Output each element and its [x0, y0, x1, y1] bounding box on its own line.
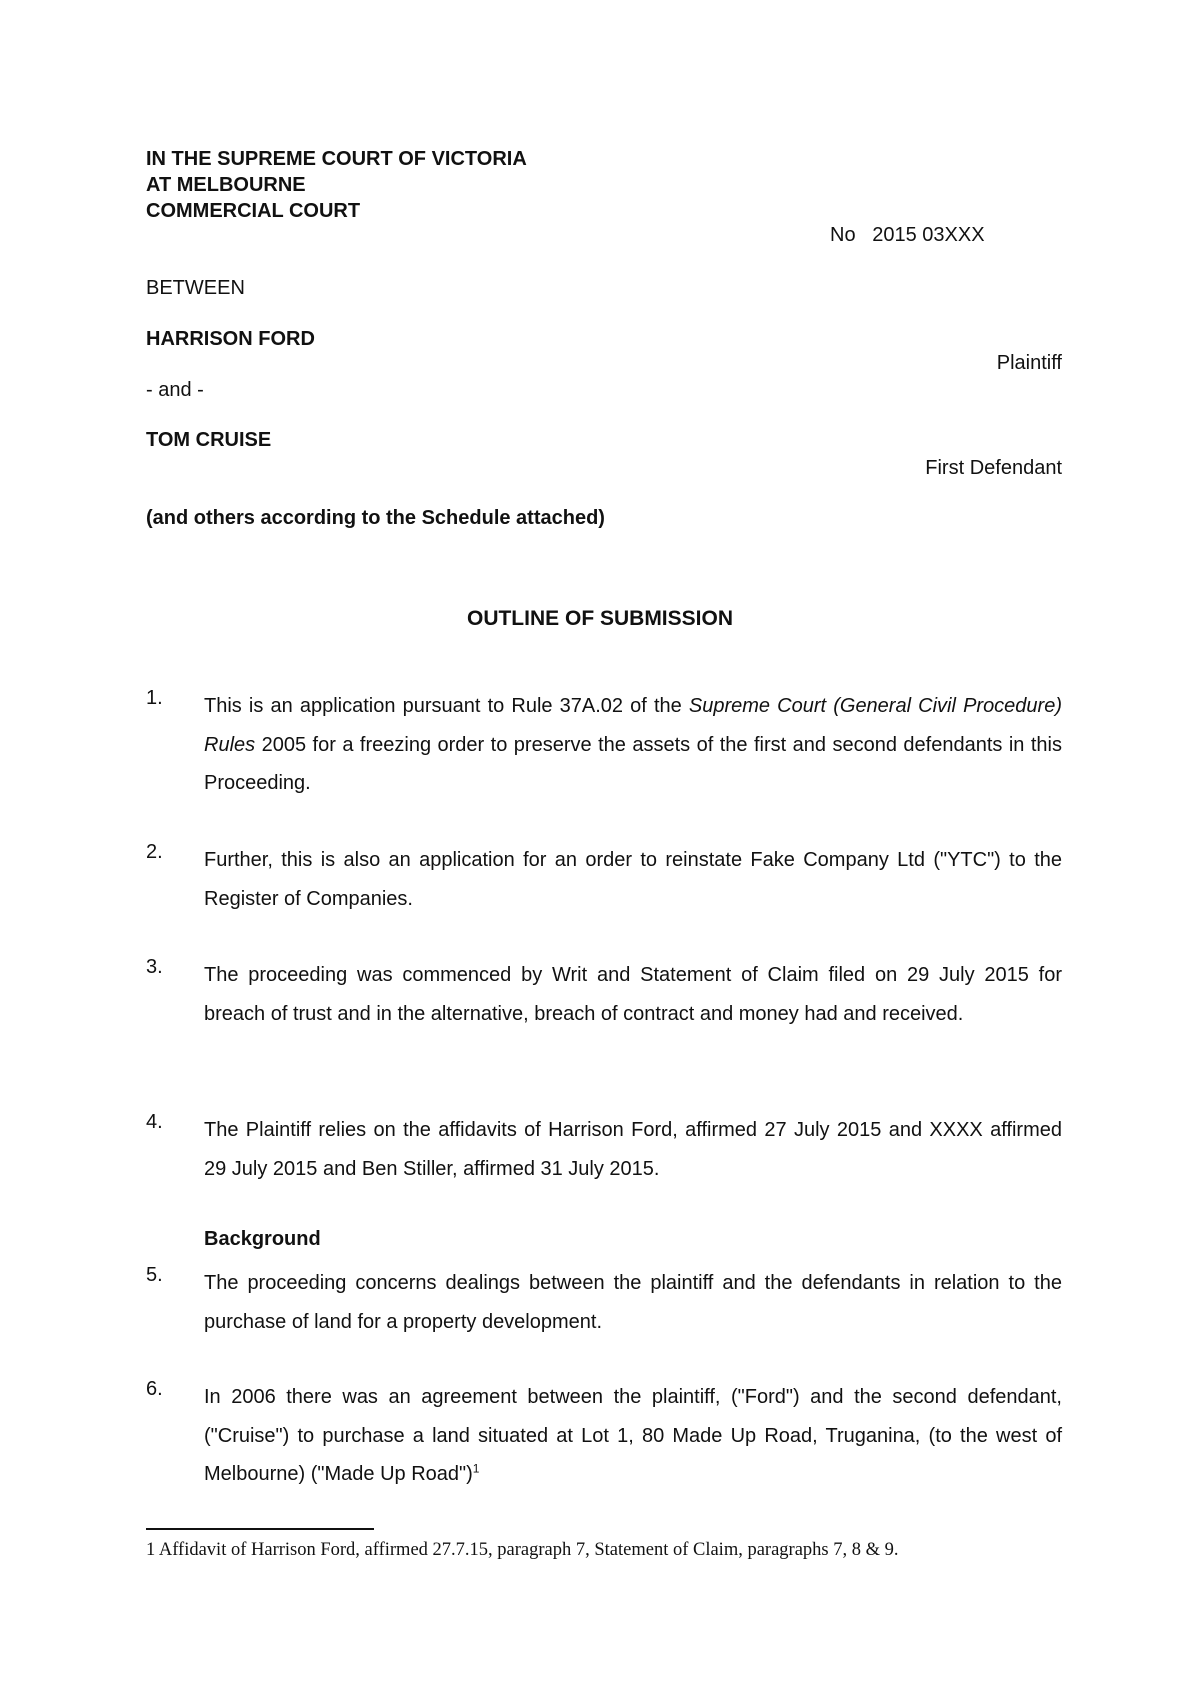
court-division: COMMERCIAL COURT: [146, 200, 361, 222]
numbered-paragraph: [146, 1111, 1062, 1188]
numbered-paragraph: [146, 687, 1062, 803]
paragraph-text: Further, this is also an application for an order to reinstate Fake Company Ltd ("YTC") to the Register of Companies.: [204, 849, 1062, 910]
plaintiff-name: HARRISON FORD: [146, 328, 315, 350]
numbered-paragraph: [146, 956, 1062, 1033]
paragraph-text: The proceeding concerns dealings between the plaintiff and the defendants in relation to the purchase of land for a property development.: [204, 1272, 1062, 1333]
numbered-paragraph: [146, 1378, 1062, 1494]
paragraph-number: 3.: [146, 956, 163, 978]
between-label: BETWEEN: [146, 277, 245, 299]
paragraph-number: 1.: [146, 687, 163, 709]
paragraph-text: [204, 687, 1062, 803]
paragraph-text-start: This is an application pursuant to Rule 37A.02 of the: [204, 695, 689, 717]
numbered-paragraph: [146, 841, 1062, 918]
others-note: (and others according to the Schedule attached): [146, 507, 605, 529]
paragraph-number: 6.: [146, 1378, 163, 1400]
footnote-text: 1 Affidavit of Harrison Ford, affirmed 27.7.15, paragraph 7, Statement of Claim, paragraphs 7, 8 & 9.: [146, 1540, 899, 1560]
plaintiff-role: Plaintiff: [996, 352, 1062, 374]
footnote-reference[interactable]: 1: [472, 1461, 480, 1476]
paragraph-text: The proceeding was commenced by Writ and Statement of Claim filed on 29 July 2015 for breach of trust and in the alternative, breach of contract and money had and received.: [204, 964, 1062, 1025]
defendant-role: First Defendant: [925, 457, 1062, 479]
court-heading: [146, 146, 527, 224]
defendant-name: TOM CRUISE: [146, 429, 272, 451]
rules-citation: Supreme Court (General Civil Procedure) Rules: [204, 695, 1062, 756]
and-separator: - and -: [146, 379, 204, 401]
paragraph-text-end: 2005 for a freezing order to preserve the assets of the first and second defendants in this Proceeding.: [204, 733, 1062, 794]
paragraph-number: 5.: [146, 1264, 163, 1286]
court-location: AT MELBOURNE: [146, 174, 306, 196]
paragraph-number: 4.: [146, 1111, 163, 1133]
case-number: No 2015 03XXX: [830, 224, 985, 246]
numbered-paragraph: [146, 1264, 1062, 1341]
section-heading: Background: [204, 1228, 321, 1250]
footnote-divider: [146, 1528, 374, 1530]
document-title: OUTLINE OF SUBMISSION: [466, 607, 733, 630]
paragraph-number: 2.: [146, 841, 163, 863]
paragraph-body: In 2006 there was an agreement between the plaintiff, ("Ford") and the second defendant, ("Cruise") to purchase a land situated at Lot 1, 80 Made Up Road, Truganina, (to the west of Melbourne) ("Made Up Road"): [204, 1386, 1062, 1485]
paragraph-text: [204, 1378, 1062, 1494]
paragraph-text: The Plaintiff relies on the affidavits of Harrison Ford, affirmed 27 July 2015 and XXXX affirmed 29 July 2015 and Ben Stiller, affirmed 31 July 2015.: [204, 1119, 1062, 1180]
court-name: IN THE SUPREME COURT OF VICTORIA: [146, 148, 527, 170]
